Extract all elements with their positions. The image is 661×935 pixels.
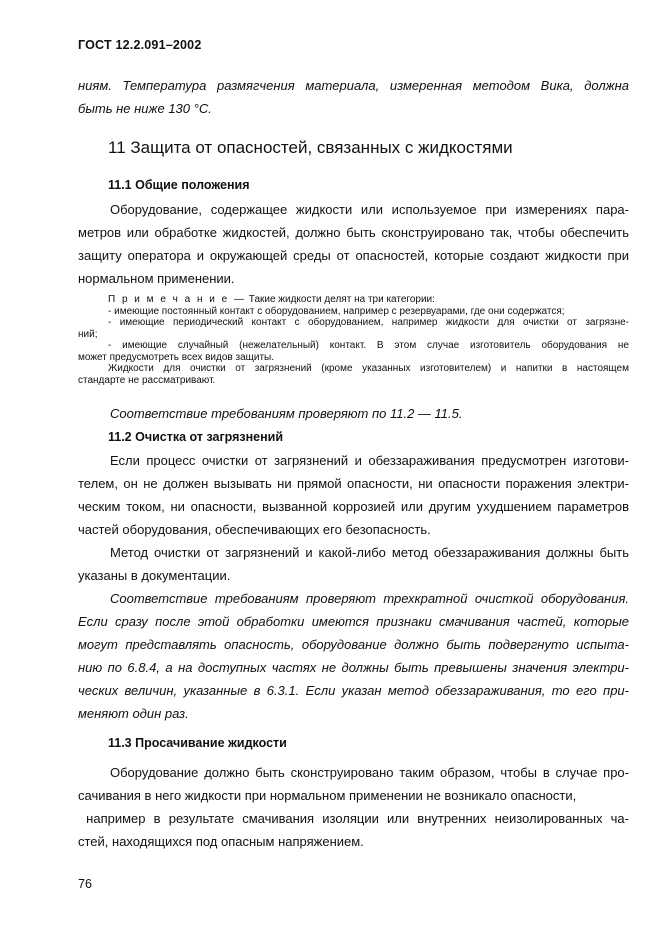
- text-line: метров или обработке жидкостей, должно быть сконструировано так, чтобы обеспечить: [78, 225, 629, 240]
- subsection-heading-11-1: 11.1 Общие положения: [108, 178, 250, 192]
- text-line: могут представлять опасность, оборудование должно быть подвергнуто испыта-: [78, 637, 629, 652]
- paragraph-11-2-1: [78, 449, 629, 541]
- section-title: 11 Защита от опасностей, связанных с жидкостями: [108, 138, 513, 157]
- note-line: - имеющие периодический контакт с оборудованием, например жидкости для очистки от загрязне-: [108, 317, 629, 328]
- text-line: Если сразу после этой обработки имеются признаки смачивания частей, которые: [78, 614, 629, 629]
- text-line: меняют один раз.: [78, 706, 189, 721]
- note-line: - имеющие постоянный контакт с оборудованием, например с резервуарами, где они содержатся;: [108, 305, 565, 317]
- text-line: Метод очистки от загрязнений и какой-либо метод обеззараживания должны быть: [110, 545, 629, 560]
- text-line: быть не ниже 130 °С.: [78, 101, 212, 116]
- compliance-11-1: [78, 402, 629, 425]
- note-block: [78, 294, 629, 386]
- note-line: может предусмотреть всех видов защиты.: [78, 351, 275, 363]
- text-line: ческих величин, указанные в 6.3.1. Если указан метод обеззараживания, то его при-: [78, 683, 629, 698]
- note-line: Жидкости для очистки от загрязнений (кроме указанных изготовителем) и напитки в настоящем: [108, 363, 629, 374]
- text-line: Оборудование должно быть сконструировано таким образом, чтобы в случае про-: [110, 765, 629, 780]
- text-line: сачивания в него жидкости при нормальном применении не возникало опасности,: [78, 788, 577, 803]
- text-line: Соответствие требованиям проверяют трехкратной очисткой оборудования.: [110, 591, 629, 606]
- note-line: П р и м е ч а н и е — Такие жидкости делят на три категории:: [108, 294, 435, 305]
- text-line: телем, он не должен вызывать ни прямой опасности, ни опасности поражения электри-: [78, 476, 629, 491]
- text-line: нию по 6.8.4, а на доступных частях не должны быть превышены значения электри-: [78, 660, 629, 675]
- text-line: например в результате смачивания изоляции или внутренних неизолированных ча-: [78, 811, 629, 826]
- text-line: частей оборудования, обеспечивающих его безопасность.: [78, 522, 431, 537]
- compliance-11-2: [78, 587, 629, 725]
- note-line: - имеющие случайный (нежелательный) контакт. В этом случае изготовитель оборудования не: [108, 340, 629, 351]
- text-line: Оборудование, содержащее жидкости или используемое при измерениях пара-: [110, 202, 629, 217]
- text-line: указаны в документации.: [78, 568, 231, 583]
- note-line: ний;: [78, 328, 98, 340]
- note-line: стандарте не рассматривают.: [78, 374, 216, 386]
- standard-header: ГОСТ 12.2.091–2002: [78, 38, 202, 52]
- intro-paragraph: [78, 74, 629, 120]
- subsection-heading-11-2: 11.2 Очистка от загрязнений: [108, 430, 284, 444]
- text-line: Если процесс очистки от загрязнений и обеззараживания предусмотрен изготови-: [110, 453, 629, 468]
- paragraph-11-1: [78, 198, 629, 290]
- text-line: стей, находящихся под опасным напряжением.: [78, 834, 364, 849]
- paragraph-11-3: [78, 761, 629, 853]
- text-line: ческим током, ни опасности, вызванной коррозией или другим ухудшением параметров: [78, 499, 629, 514]
- note-label: П р и м е ч а н и е —: [108, 294, 246, 305]
- text-line: защиту оператора и окружающей среды от опасностей, которые создают жидкости при: [78, 248, 629, 263]
- paragraph-11-2-2: [78, 541, 629, 587]
- text-line: нормальном применении.: [78, 271, 235, 286]
- page-number: 76: [78, 877, 92, 891]
- text-line: Соответствие требованиям проверяют по 11.2 — 11.5.: [110, 406, 463, 421]
- subsection-heading-11-3: 11.3 Просачивание жидкости: [108, 736, 287, 750]
- text-line: ниям. Температура размягчения материала, измеренная методом Вика, должна: [78, 78, 629, 93]
